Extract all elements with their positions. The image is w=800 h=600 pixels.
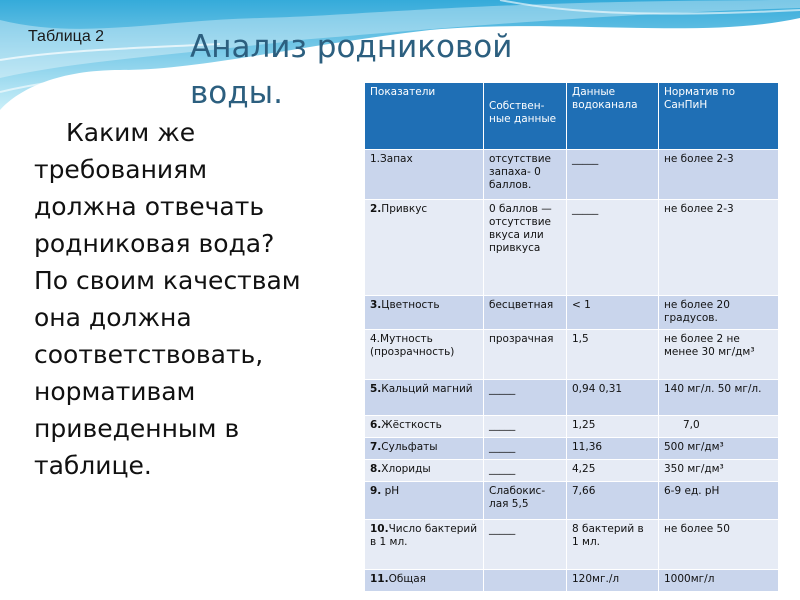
body-line: Каким же: [66, 118, 196, 147]
cell-own: _____: [484, 438, 567, 460]
cell-norm: не более 20 градусов.: [659, 296, 779, 330]
cell-own: _____: [484, 416, 567, 438]
body-line: приведенным в: [34, 414, 240, 443]
body-line: соответствовать,: [34, 340, 264, 369]
cell-utility: < 1: [567, 296, 659, 330]
cell-norm: не более 2 не менее 30 мг/дм³: [659, 330, 779, 380]
cell-indicator: 5.Кальций магний: [365, 380, 484, 416]
body-line: нормативам: [34, 377, 196, 406]
cell-own: _____: [484, 460, 567, 482]
cell-indicator: 7.Сульфаты: [365, 438, 484, 460]
cell-norm: 500 мг/дм³: [659, 438, 779, 460]
table-header-row: [365, 83, 779, 150]
cell-own: [484, 570, 567, 592]
body-line: таблице.: [34, 451, 152, 480]
table-number-label: Таблица 2: [28, 28, 105, 45]
table-row: [365, 438, 779, 460]
body-question-text: [34, 114, 364, 484]
body-line: должна отвечать: [34, 192, 265, 221]
header-own-data: Собствен-ные данные: [484, 83, 567, 150]
body-line: требованиям: [34, 155, 208, 184]
cell-norm: 350 мг/дм³: [659, 460, 779, 482]
cell-indicator: 9. pH: [365, 482, 484, 520]
table-row: [365, 150, 779, 200]
cell-norm: не более 2-3: [659, 150, 779, 200]
cell-indicator: 4.Мутность (прозрачность): [365, 330, 484, 380]
cell-indicator: 8.Хлориды: [365, 460, 484, 482]
header-water-utility: Данные водоканала: [567, 83, 659, 150]
cell-own: 0 баллов — отсутствие вкуса или привкуса: [484, 200, 567, 296]
cell-norm: 7,0: [659, 416, 779, 438]
cell-norm: не более 2-3: [659, 200, 779, 296]
cell-norm: 1000мг/л: [659, 570, 779, 592]
body-line: родниковая вода?: [34, 229, 275, 258]
title-line-2: воды.: [190, 75, 283, 111]
table-row: [365, 296, 779, 330]
cell-own: отсутствие запаха- 0 баллов.: [484, 150, 567, 200]
cell-utility: 1,25: [567, 416, 659, 438]
cell-own: Слабокис-лая 5,5: [484, 482, 567, 520]
cell-own: бесцветная: [484, 296, 567, 330]
cell-own: прозрачная: [484, 330, 567, 380]
title-line-1: Анализ родниковой: [190, 29, 513, 65]
cell-utility: 120мг./л: [567, 570, 659, 592]
cell-utility: 4,25: [567, 460, 659, 482]
table-row: [365, 570, 779, 592]
body-line: По своим качествам: [34, 266, 301, 295]
cell-indicator: 6.Жёсткость: [365, 416, 484, 438]
cell-norm: 6-9 ед. pH: [659, 482, 779, 520]
cell-utility: 1,5: [567, 330, 659, 380]
table-row: [365, 200, 779, 296]
table-row: [365, 416, 779, 438]
cell-own: _____: [484, 520, 567, 570]
cell-own: _____: [484, 380, 567, 416]
cell-norm: 140 мг/л. 50 мг/л.: [659, 380, 779, 416]
cell-indicator: 2.Привкус: [365, 200, 484, 296]
cell-indicator: 1.Запах: [365, 150, 484, 200]
table-row: [365, 482, 779, 520]
table-row: [365, 330, 779, 380]
header-sanpin: Норматив по СанПиН: [659, 83, 779, 150]
cell-indicator: 3.Цветность: [365, 296, 484, 330]
header-indicators: Показатели: [365, 83, 484, 150]
cell-utility: 7,66: [567, 482, 659, 520]
cell-indicator: 10.Число бактерий в 1 мл.: [365, 520, 484, 570]
body-line: она должна: [34, 303, 192, 332]
cell-utility: 0,94 0,31: [567, 380, 659, 416]
cell-utility: 11,36: [567, 438, 659, 460]
table-row: [365, 520, 779, 570]
cell-utility: _____: [567, 200, 659, 296]
cell-norm: не более 50: [659, 520, 779, 570]
table-row: [365, 380, 779, 416]
cell-utility: 8 бактерий в 1 мл.: [567, 520, 659, 570]
cell-indicator: 11.Общая: [365, 570, 484, 592]
table-row: [365, 460, 779, 482]
water-analysis-table: [364, 82, 779, 592]
cell-utility: _____: [567, 150, 659, 200]
